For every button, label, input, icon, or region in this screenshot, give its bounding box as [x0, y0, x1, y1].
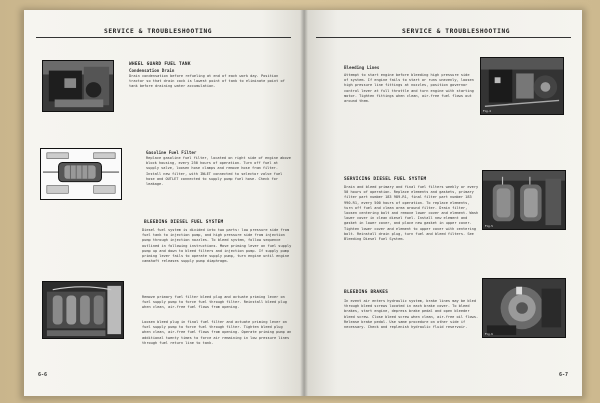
subtitle-condensation-drain: Condensation Drain [129, 68, 175, 73]
photo-fuel-tank [42, 60, 114, 112]
right-header-rule [316, 37, 571, 38]
book-gutter [300, 10, 308, 396]
section-body-bleeding-brakes: In event air enters hydraulic system, brake lines may be bled through bleed screws located in each brake cover. To bleed brakes, start engine, depress brake pedal and open bleeder bleed screw. Close bleed screw when clean, air-free oil flows. Release brake pedal. Use same procedure on other side if necessary. Check and replenish hydraulic fluid reservoir. [344, 299, 479, 330]
left-page-header: SERVICE & TROUBLESHOOTING [104, 28, 213, 35]
section-title-servicing-diesel: SERVICING DIESEL FUEL SYSTEM [344, 177, 427, 182]
section-body-gasoline-filter: Replace gasoline fuel filter, located on right side of engine above block housing, every 250 hours of operation. Turn off fuel at supply valve, loosen hose clamps and remove hose from filter. Install new filter, with INLET connected to selector valve fuel hose and OUTLET connected to supply pump fuel hose. Check for leakage. [146, 156, 291, 187]
photo-caption: Fig.5 [485, 225, 493, 228]
section-body-wheel-guard: Drain condensation before refueling at end of each work day. Position tractor so that drain cock is lowest point of tank to eliminate point of tank before draining water accumulation. [129, 74, 285, 89]
left-header-rule [36, 37, 291, 38]
section-title-bleeding-diesel: BLEEDING DIESEL FUEL SYSTEM [144, 220, 224, 225]
photo-diesel-engine [42, 281, 124, 339]
section-body-servicing-diesel: Drain and bleed primary and final fuel filters weekly or every 50 hours of operation. Replace elements and gaskets, primary filter part number 183 989-R1, final filter part number 183 990-R1, every 500 hours of operation. To replace elements, turn off fuel and clean area around filter. Drain filter, loosen centering bolt and remove lower cover and element. Wash lower cover in clean diesel fuel. Install new element and gasket in lower cover, and place new gasket in upper cover. Tighten lower cover and element to upper cover with centering bolt. Reinstall drain plug, turn fuel and bleed filters. See Bleeding Diesel Fuel System. [344, 185, 479, 242]
section-body-final-filter-bleed: Loosen bleed plug in final fuel filter and actuate priming lever on fuel supply pump to force fuel through filter. Tighten bleed plug when clean, air-free fuel flows from opening. Operate priming pump an additional twenty times to force air remaining in low pressure lines through fuel return line to tank. [142, 320, 292, 345]
photo-brake-bleeder [482, 278, 566, 338]
section-body-bleeding-lines: Attempt to start engine before bleeding high pressure side of system. If engine fails to start or runs unevenly, loosen high pressure line fittings at nozzles, position governor control lever at full throttle and turn engine with starting motor. Tighten fittings when clean, air-free fuel flows out around them. [344, 73, 474, 104]
page-number-left: 6-6 [38, 372, 48, 378]
section-title-bleeding-lines: Bleeding Lines [344, 65, 380, 70]
photo-icon [43, 282, 123, 338]
right-page [304, 10, 582, 396]
filter-diagram-icon [41, 149, 121, 199]
left-page [24, 10, 304, 396]
right-page-header: SERVICE & TROUBLESHOOTING [402, 28, 511, 35]
photo-icon [483, 279, 565, 337]
photo-icon [43, 61, 113, 111]
section-title-bleeding-brakes: BLEEDING BRAKES [344, 290, 389, 295]
photo-icon [483, 171, 565, 229]
section-title-gasoline-filter: Gasoline Fuel Filter [146, 150, 197, 155]
page-number-right: 6-7 [558, 372, 568, 378]
section-title-wheel-guard: WHEEL GUARD FUEL TANK [129, 62, 191, 67]
diagram-gasoline-filter [40, 148, 122, 200]
photo-fuel-filters [482, 170, 566, 230]
photo-caption: Fig.4 [483, 110, 491, 113]
section-body-primary-filter-bleed: Remove primary fuel filter bleed plug and actuate priming lever on fuel supply pump to force fuel through filter. Reinstall bleed plug when clean, air-free fuel flows from opening. [142, 295, 287, 310]
photo-caption: Fig.6 [485, 333, 493, 336]
photo-injection-nozzles [480, 57, 564, 115]
photo-icon [481, 58, 563, 114]
section-body-bleeding-diesel: Diesel fuel system is divided into two parts: low pressure side from fuel tank to injection pump, and high pressure side from injection pump through injection nozzles. To bleed system, follow sequence outlined in following instructions. Move priming lever on fuel supply pump up and down to bleed filters and injection pump. If supply pump priming lever fails to operate supply pump, turn engine until engine camshaft releases supply pump diaphragm. [142, 228, 292, 264]
